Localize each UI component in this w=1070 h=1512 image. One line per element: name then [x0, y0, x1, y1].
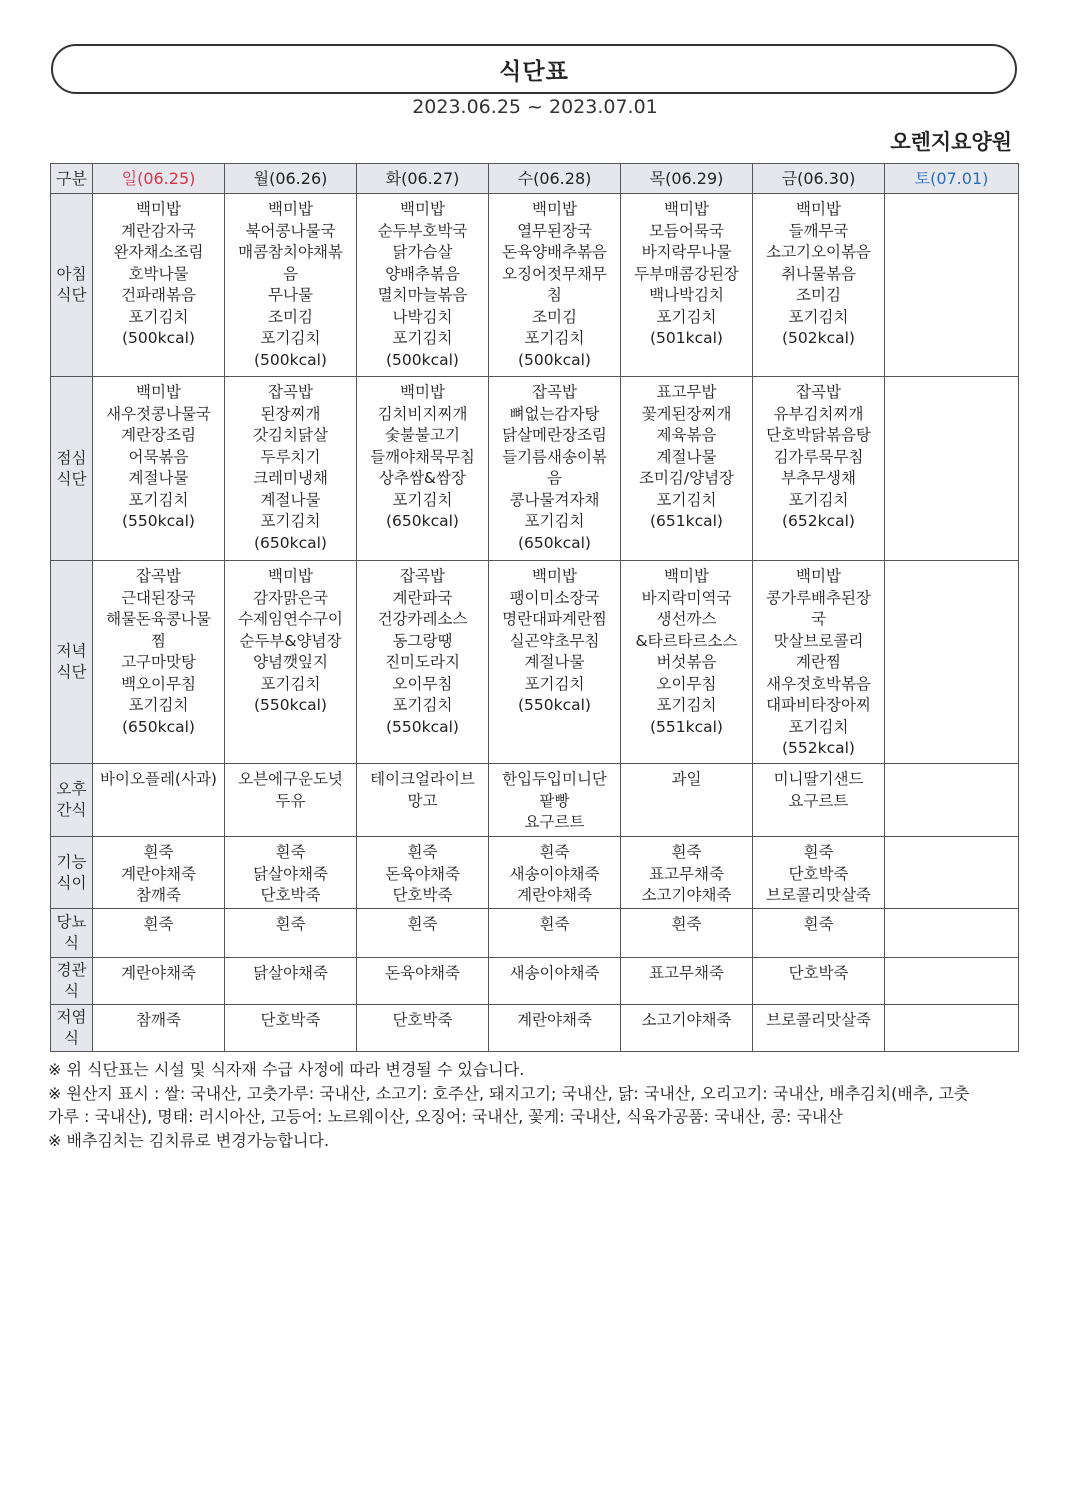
menu-cell — [753, 377, 885, 561]
menu-cell — [621, 377, 753, 561]
menu-item: 순두부호박국 — [377, 221, 468, 240]
menu-item: 유부김치찌개 — [773, 404, 864, 423]
menu-item: 찜 — [151, 631, 166, 650]
menu-item: 흰죽 — [671, 915, 702, 933]
table-row-diabetic-diet — [51, 909, 1019, 958]
menu-item: 새송이야채죽 — [509, 964, 600, 982]
menu-item: 포기김치 — [788, 307, 849, 326]
menu-item: 명란대파계란찜 — [502, 610, 607, 628]
menu-item: 돈육양배추볶음 — [502, 243, 607, 261]
menu-item: (651kcal) — [650, 512, 723, 530]
menu-item: 계란찜 — [796, 653, 841, 671]
menu-item: 흰죽 — [803, 843, 834, 861]
menu-cell — [93, 194, 225, 377]
menu-item: 요구르트 — [788, 791, 849, 810]
menu-item: 상추쌈&쌈장 — [379, 469, 466, 487]
menu-item: (550kcal) — [518, 696, 591, 714]
page-title: 식단표 — [499, 58, 569, 85]
menu-item: 계란야채죽 — [121, 964, 196, 982]
menu-item: 음 — [283, 264, 298, 283]
menu-item: 계란야채죽 — [121, 864, 196, 883]
menu-item: 포기김치 — [656, 307, 717, 326]
menu-item: 동그랑땡 — [392, 631, 453, 650]
row-label-line: 저염 — [56, 1008, 87, 1026]
menu-item: 닭살메란장조림 — [502, 426, 607, 444]
menu-item: (551kcal) — [650, 717, 723, 736]
row-label-line: 식이 — [56, 873, 87, 892]
menu-cell — [225, 909, 357, 958]
menu-cell — [225, 958, 357, 1005]
menu-item: 표고무채죽 — [649, 864, 724, 883]
menu-item: 조미김/양념장 — [638, 469, 735, 487]
menu-item: 잡곡밥 — [532, 383, 577, 401]
menu-item: 맛살브로콜리 — [773, 631, 864, 650]
menu-item: 모듬어묵국 — [649, 221, 724, 240]
menu-item: 순두부&양념장 — [239, 631, 342, 650]
row-label-breakfast — [51, 194, 93, 377]
row-label-line: 당뇨 — [56, 913, 87, 931]
menu-item: 포기김치 — [260, 512, 321, 530]
menu-item: 흰죽 — [407, 843, 438, 861]
menu-item: 흰죽 — [539, 915, 570, 933]
menu-item: 포기김치 — [788, 717, 849, 736]
menu-item: 해물돈육콩나물 — [106, 610, 211, 628]
menu-item: 백미밥 — [400, 383, 445, 401]
menu-cell — [885, 194, 1019, 377]
menu-item: 흰죽 — [671, 843, 702, 861]
table-row-tube-feeding — [51, 958, 1019, 1005]
row-label-lunch — [51, 377, 93, 561]
menu-cell — [885, 837, 1019, 909]
menu-item: 포기김치 — [524, 512, 585, 530]
menu-item: 음 — [547, 469, 562, 487]
menu-cell — [885, 1005, 1019, 1052]
menu-item: 오이무침 — [656, 674, 717, 693]
menu-item: 포기김치 — [788, 490, 849, 509]
menu-item: (500kcal) — [386, 350, 459, 369]
row-label-low-sodium-diet — [51, 1005, 93, 1052]
menu-item: 흰죽 — [539, 843, 570, 861]
menu-item: 포기김치 — [128, 490, 189, 509]
menu-item: 팥빵 — [539, 791, 570, 810]
menu-item: 잡곡밥 — [400, 567, 445, 585]
menu-item: 버섯볶음 — [656, 653, 717, 671]
menu-item: 조미김 — [532, 307, 577, 326]
menu-item: 백미밥 — [532, 567, 577, 585]
menu-cell — [753, 958, 885, 1005]
menu-cell — [93, 837, 225, 909]
menu-item: 북어콩나물국 — [245, 221, 336, 240]
row-label-line: 식단 — [56, 469, 87, 488]
menu-item: (500kcal) — [122, 329, 195, 347]
table-row-snack — [51, 764, 1019, 837]
menu-item: 포기김치 — [260, 329, 321, 347]
day-header-sun: 일(06.25) — [93, 164, 225, 194]
menu-cell — [93, 958, 225, 1005]
menu-item: 꽃게된장찌개 — [641, 404, 732, 423]
menu-item: 백미밥 — [268, 200, 313, 218]
day-header-thu: 목(06.29) — [621, 164, 753, 194]
menu-item: 바지락무나물 — [641, 243, 732, 261]
menu-cell — [885, 561, 1019, 764]
note-kimchi: ※ 배추김치는 김치류로 변경가능합니다. — [48, 1130, 330, 1150]
menu-cell — [753, 837, 885, 909]
menu-item: 근대된장국 — [121, 588, 196, 607]
menu-item: 생선까스 — [656, 610, 717, 628]
table-row-breakfast — [51, 194, 1019, 377]
row-label-line: 점심 — [56, 448, 87, 467]
menu-cell — [93, 909, 225, 958]
menu-cell — [357, 837, 489, 909]
menu-item: 돈육야채죽 — [385, 964, 460, 982]
weekly-menu-table — [50, 163, 1019, 1052]
menu-item: 크레미냉채 — [253, 469, 328, 487]
table-row-functional-diet — [51, 837, 1019, 909]
menu-item: 백미밥 — [268, 567, 313, 585]
menu-item: 잡곡밥 — [136, 567, 181, 585]
menu-item: 표고무밥 — [656, 383, 717, 401]
menu-item: 부추무생채 — [781, 469, 856, 487]
menu-item: 들기름새송이볶 — [502, 447, 607, 466]
menu-item: 단호박죽 — [788, 864, 849, 883]
menu-item: (501kcal) — [650, 329, 723, 347]
menu-item: 고구마맛탕 — [121, 653, 196, 671]
menu-cell — [357, 194, 489, 377]
menu-item: 오븐에구운도넛 — [238, 770, 343, 788]
menu-item: 취나물볶음 — [781, 264, 856, 283]
row-label-snack — [51, 764, 93, 837]
menu-item: 바지락미역국 — [641, 588, 732, 607]
menu-item: 흰죽 — [803, 915, 834, 933]
menu-item: 새우젓호박볶음 — [766, 674, 871, 693]
menu-item: 진미도라지 — [385, 653, 460, 671]
menu-cell — [489, 837, 621, 909]
menu-item: 포기김치 — [128, 696, 189, 714]
notes — [48, 1058, 978, 1152]
menu-item: 양념깻잎지 — [253, 653, 328, 671]
menu-item: 포기김치 — [128, 307, 189, 326]
facility-name: 오렌지요양원 — [890, 130, 1012, 154]
note-origin: ※ 원산지 표시 : 쌀: 국내산, 고춧가루: 국내산, 소고기: 호주산, 돼지고기; 국내산, 닭: 국내산, 오리고기: 국내산, 배추김치(배추, 고춧가루 : 국내산), 명태: 러시아산, 고등어: 노르웨이산, 오징어: 국내산, 꽃게: 국내산, 식육가공품: 국내산, 콩: 국내산 — [48, 1083, 970, 1126]
menu-item: 김가루묵무침 — [773, 447, 864, 466]
menu-item: (650kcal) — [254, 533, 327, 552]
menu-cell — [753, 194, 885, 377]
menu-cell — [885, 377, 1019, 561]
menu-item: (650kcal) — [386, 512, 459, 530]
menu-cell — [621, 1005, 753, 1052]
menu-item: 국 — [811, 610, 826, 628]
menu-cell — [93, 561, 225, 764]
menu-item: 계절나물 — [656, 447, 717, 466]
menu-item: (550kcal) — [254, 696, 327, 714]
menu-item: 단호박죽 — [788, 964, 849, 982]
menu-item: 계절나물 — [128, 469, 189, 487]
menu-cell — [357, 764, 489, 837]
row-label-line: 식 — [64, 982, 79, 1000]
menu-item: 두유 — [275, 791, 306, 810]
corner-label: 구분 — [51, 164, 93, 194]
table-header-row — [51, 164, 1019, 194]
row-label-line: 저녁 — [56, 642, 87, 660]
menu-cell — [93, 764, 225, 837]
menu-item: 단호박죽 — [260, 1011, 321, 1029]
menu-item: 포기김치 — [656, 696, 717, 714]
menu-item: 팽이미소장국 — [509, 588, 600, 607]
menu-item: 계란야채죽 — [517, 886, 592, 904]
menu-item: 매콤참치야채볶 — [238, 243, 343, 261]
menu-item: 백오이무침 — [121, 674, 196, 693]
row-label-line: 식 — [64, 934, 79, 952]
menu-item: 참깨죽 — [136, 1011, 181, 1029]
menu-item: 돈육야채죽 — [385, 864, 460, 883]
menu-item: 소고기오이볶음 — [766, 243, 871, 261]
menu-cell — [357, 909, 489, 958]
menu-cell — [489, 377, 621, 561]
menu-item: 계란감자국 — [121, 221, 196, 240]
menu-item: 백미밥 — [532, 200, 577, 218]
menu-item: 뼈없는감자탕 — [509, 404, 600, 423]
menu-item: 어묵볶음 — [128, 447, 189, 466]
menu-item: 침 — [547, 286, 562, 304]
row-label-line: 오후 — [56, 780, 87, 798]
menu-item: 브로콜리맛살죽 — [766, 1011, 871, 1029]
menu-item: 숯불불고기 — [385, 426, 460, 444]
table-row-dinner — [51, 561, 1019, 764]
menu-cell — [489, 909, 621, 958]
menu-cell — [621, 958, 753, 1005]
menu-item: (652kcal) — [782, 512, 855, 530]
menu-item: 오징어젓무채무 — [502, 264, 607, 283]
menu-item: &타르타르소스 — [635, 631, 738, 650]
title-box — [51, 44, 1017, 94]
menu-item: 대파비타장아찌 — [766, 696, 871, 714]
menu-item: 단호박닭볶음탕 — [766, 426, 871, 444]
menu-item: 단호박죽 — [392, 1011, 453, 1029]
menu-item: 들깨무국 — [788, 221, 849, 240]
menu-cell — [357, 377, 489, 561]
menu-item: 계란파국 — [392, 588, 453, 607]
menu-item: 조미김 — [268, 307, 313, 326]
menu-item: 열무된장국 — [517, 221, 592, 240]
table-row-lunch — [51, 377, 1019, 561]
row-label-dinner — [51, 561, 93, 764]
menu-item: 망고 — [407, 791, 438, 810]
menu-cell — [621, 561, 753, 764]
menu-item: 과일 — [671, 770, 702, 788]
menu-item: 콩가루배추된장 — [766, 588, 871, 607]
row-label-functional-diet — [51, 837, 93, 909]
menu-item: 감자맑은국 — [253, 588, 328, 607]
menu-item: 양배추볶음 — [385, 264, 460, 283]
row-label-diabetic-diet — [51, 909, 93, 958]
menu-item: 오이무침 — [392, 674, 453, 693]
menu-item: 닭가슴살 — [392, 243, 453, 261]
menu-item: 멸치마늘볶음 — [377, 286, 468, 304]
row-label-line: 간식 — [56, 801, 87, 819]
menu-item: 표고무채죽 — [649, 964, 724, 982]
menu-item: (550kcal) — [122, 512, 195, 530]
menu-item: 흰죽 — [407, 915, 438, 933]
menu-period: 2023.06.25 ~ 2023.07.01 — [412, 96, 658, 118]
menu-cell — [93, 1005, 225, 1052]
menu-item: 포기김치 — [392, 490, 453, 509]
menu-item: 소고기야채죽 — [641, 1011, 732, 1029]
menu-item: 제육볶음 — [656, 426, 717, 444]
menu-item: 들깨야채묵무침 — [370, 447, 475, 466]
menu-item: 계란장조림 — [121, 426, 196, 444]
table-body — [51, 194, 1019, 1052]
menu-item: 포기김치 — [260, 674, 321, 693]
menu-item: 단호박죽 — [392, 886, 453, 904]
menu-cell — [885, 764, 1019, 837]
menu-item: 새송이야채죽 — [509, 864, 600, 883]
menu-item: 건강카레소스 — [377, 610, 468, 628]
menu-item: 백미밥 — [796, 200, 841, 218]
menu-item: 포기김치 — [656, 490, 717, 509]
menu-item: 호박나물 — [128, 264, 189, 283]
menu-item: (650kcal) — [122, 717, 195, 736]
menu-item: 테이크얼라이브 — [370, 770, 475, 788]
menu-cell — [489, 561, 621, 764]
menu-item: 나박김치 — [392, 307, 453, 326]
menu-item: 콩나물겨자채 — [509, 490, 600, 509]
menu-item: 두부매콤강된장 — [634, 264, 739, 283]
menu-cell — [621, 909, 753, 958]
row-label-tube-feeding — [51, 958, 93, 1005]
menu-item: 건파래볶음 — [121, 286, 196, 304]
menu-item: 잡곡밥 — [268, 383, 313, 401]
row-label-line: 식 — [64, 1029, 79, 1047]
menu-item: 백미밥 — [664, 200, 709, 218]
menu-item: 된장찌개 — [260, 404, 321, 423]
menu-item: 포기김치 — [524, 674, 585, 693]
menu-cell — [621, 837, 753, 909]
menu-cell — [753, 764, 885, 837]
menu-item: 닭살야채죽 — [253, 964, 328, 982]
menu-item: 흰죽 — [275, 915, 306, 933]
day-header-mon: 월(06.26) — [225, 164, 357, 194]
menu-item: 조미김 — [796, 286, 841, 304]
table-row-low-sodium-diet — [51, 1005, 1019, 1052]
day-header-wed: 수(06.28) — [489, 164, 621, 194]
note-change: ※ 위 식단표는 시설 및 식자재 수급 사정에 따라 변경될 수 있습니다. — [48, 1060, 525, 1079]
menu-item: 두루치기 — [260, 447, 321, 466]
menu-cell — [753, 909, 885, 958]
menu-item: 백미밥 — [136, 383, 181, 401]
menu-item: 포기김치 — [392, 329, 453, 347]
menu-item: 새우젓콩나물국 — [106, 404, 211, 423]
menu-cell — [621, 764, 753, 837]
menu-item: 잡곡밥 — [796, 383, 841, 401]
menu-item: 한입두입미니단 — [502, 770, 607, 788]
menu-cell — [489, 764, 621, 837]
menu-item: (552kcal) — [782, 739, 855, 757]
menu-item: 미니딸기샌드 — [773, 770, 864, 788]
menu-cell — [489, 958, 621, 1005]
menu-item: 실곤약초무침 — [509, 631, 600, 650]
menu-cell — [489, 1005, 621, 1052]
menu-item: 백나박김치 — [649, 286, 724, 304]
row-label-line: 아침 — [56, 265, 87, 283]
row-label-line: 기능 — [56, 852, 87, 871]
row-label-line: 경관 — [56, 961, 87, 979]
menu-item: 포기김치 — [392, 696, 453, 714]
menu-item: 흰죽 — [143, 843, 174, 861]
menu-cell — [357, 1005, 489, 1052]
menu-item: (502kcal) — [782, 329, 855, 347]
day-header-tue: 화(06.27) — [357, 164, 489, 194]
row-label-line: 식단 — [56, 286, 87, 304]
menu-item: 브로콜리맛살죽 — [766, 886, 871, 904]
menu-item: 김치비지찌개 — [377, 404, 468, 423]
day-header-fri: 금(06.30) — [753, 164, 885, 194]
menu-cell — [621, 194, 753, 377]
menu-cell — [225, 194, 357, 377]
menu-item: 무나물 — [268, 286, 313, 304]
menu-cell — [753, 561, 885, 764]
menu-item: 완자채소조림 — [113, 243, 204, 261]
menu-cell — [225, 764, 357, 837]
menu-cell — [885, 958, 1019, 1005]
day-header-sat: 토(07.01) — [885, 164, 1019, 194]
menu-cell — [885, 909, 1019, 958]
menu-cell — [489, 194, 621, 377]
menu-item: 백미밥 — [796, 567, 841, 585]
menu-item: 백미밥 — [664, 567, 709, 585]
menu-item: 계란야채죽 — [517, 1011, 592, 1029]
menu-item: (550kcal) — [386, 717, 459, 736]
menu-cell — [753, 1005, 885, 1052]
menu-cell — [225, 561, 357, 764]
menu-cell — [93, 377, 225, 561]
menu-item: 갓김치닭살 — [253, 426, 328, 444]
menu-item: 흰죽 — [275, 843, 306, 861]
menu-item: (650kcal) — [518, 533, 591, 552]
menu-item: 포기김치 — [524, 329, 585, 347]
menu-item: 소고기야채죽 — [641, 886, 732, 904]
menu-cell — [225, 1005, 357, 1052]
menu-cell — [357, 958, 489, 1005]
menu-cell — [225, 837, 357, 909]
menu-item: 백미밥 — [400, 200, 445, 218]
menu-item: 바이오플레(사과) — [100, 770, 217, 788]
menu-item: 닭살야채죽 — [253, 864, 328, 883]
menu-cell — [225, 377, 357, 561]
menu-item: 수제임연수구이 — [238, 610, 343, 628]
menu-item: 계절나물 — [260, 490, 321, 509]
menu-cell — [357, 561, 489, 764]
menu-item: (500kcal) — [518, 350, 591, 369]
menu-item: (500kcal) — [254, 350, 327, 369]
menu-item: 흰죽 — [143, 915, 174, 933]
menu-item: 계절나물 — [524, 653, 585, 671]
menu-item: 참깨죽 — [136, 886, 181, 904]
menu-item: 단호박죽 — [260, 886, 321, 904]
menu-item: 요구르트 — [524, 813, 585, 831]
menu-item: 백미밥 — [136, 200, 181, 218]
row-label-line: 식단 — [56, 663, 87, 681]
